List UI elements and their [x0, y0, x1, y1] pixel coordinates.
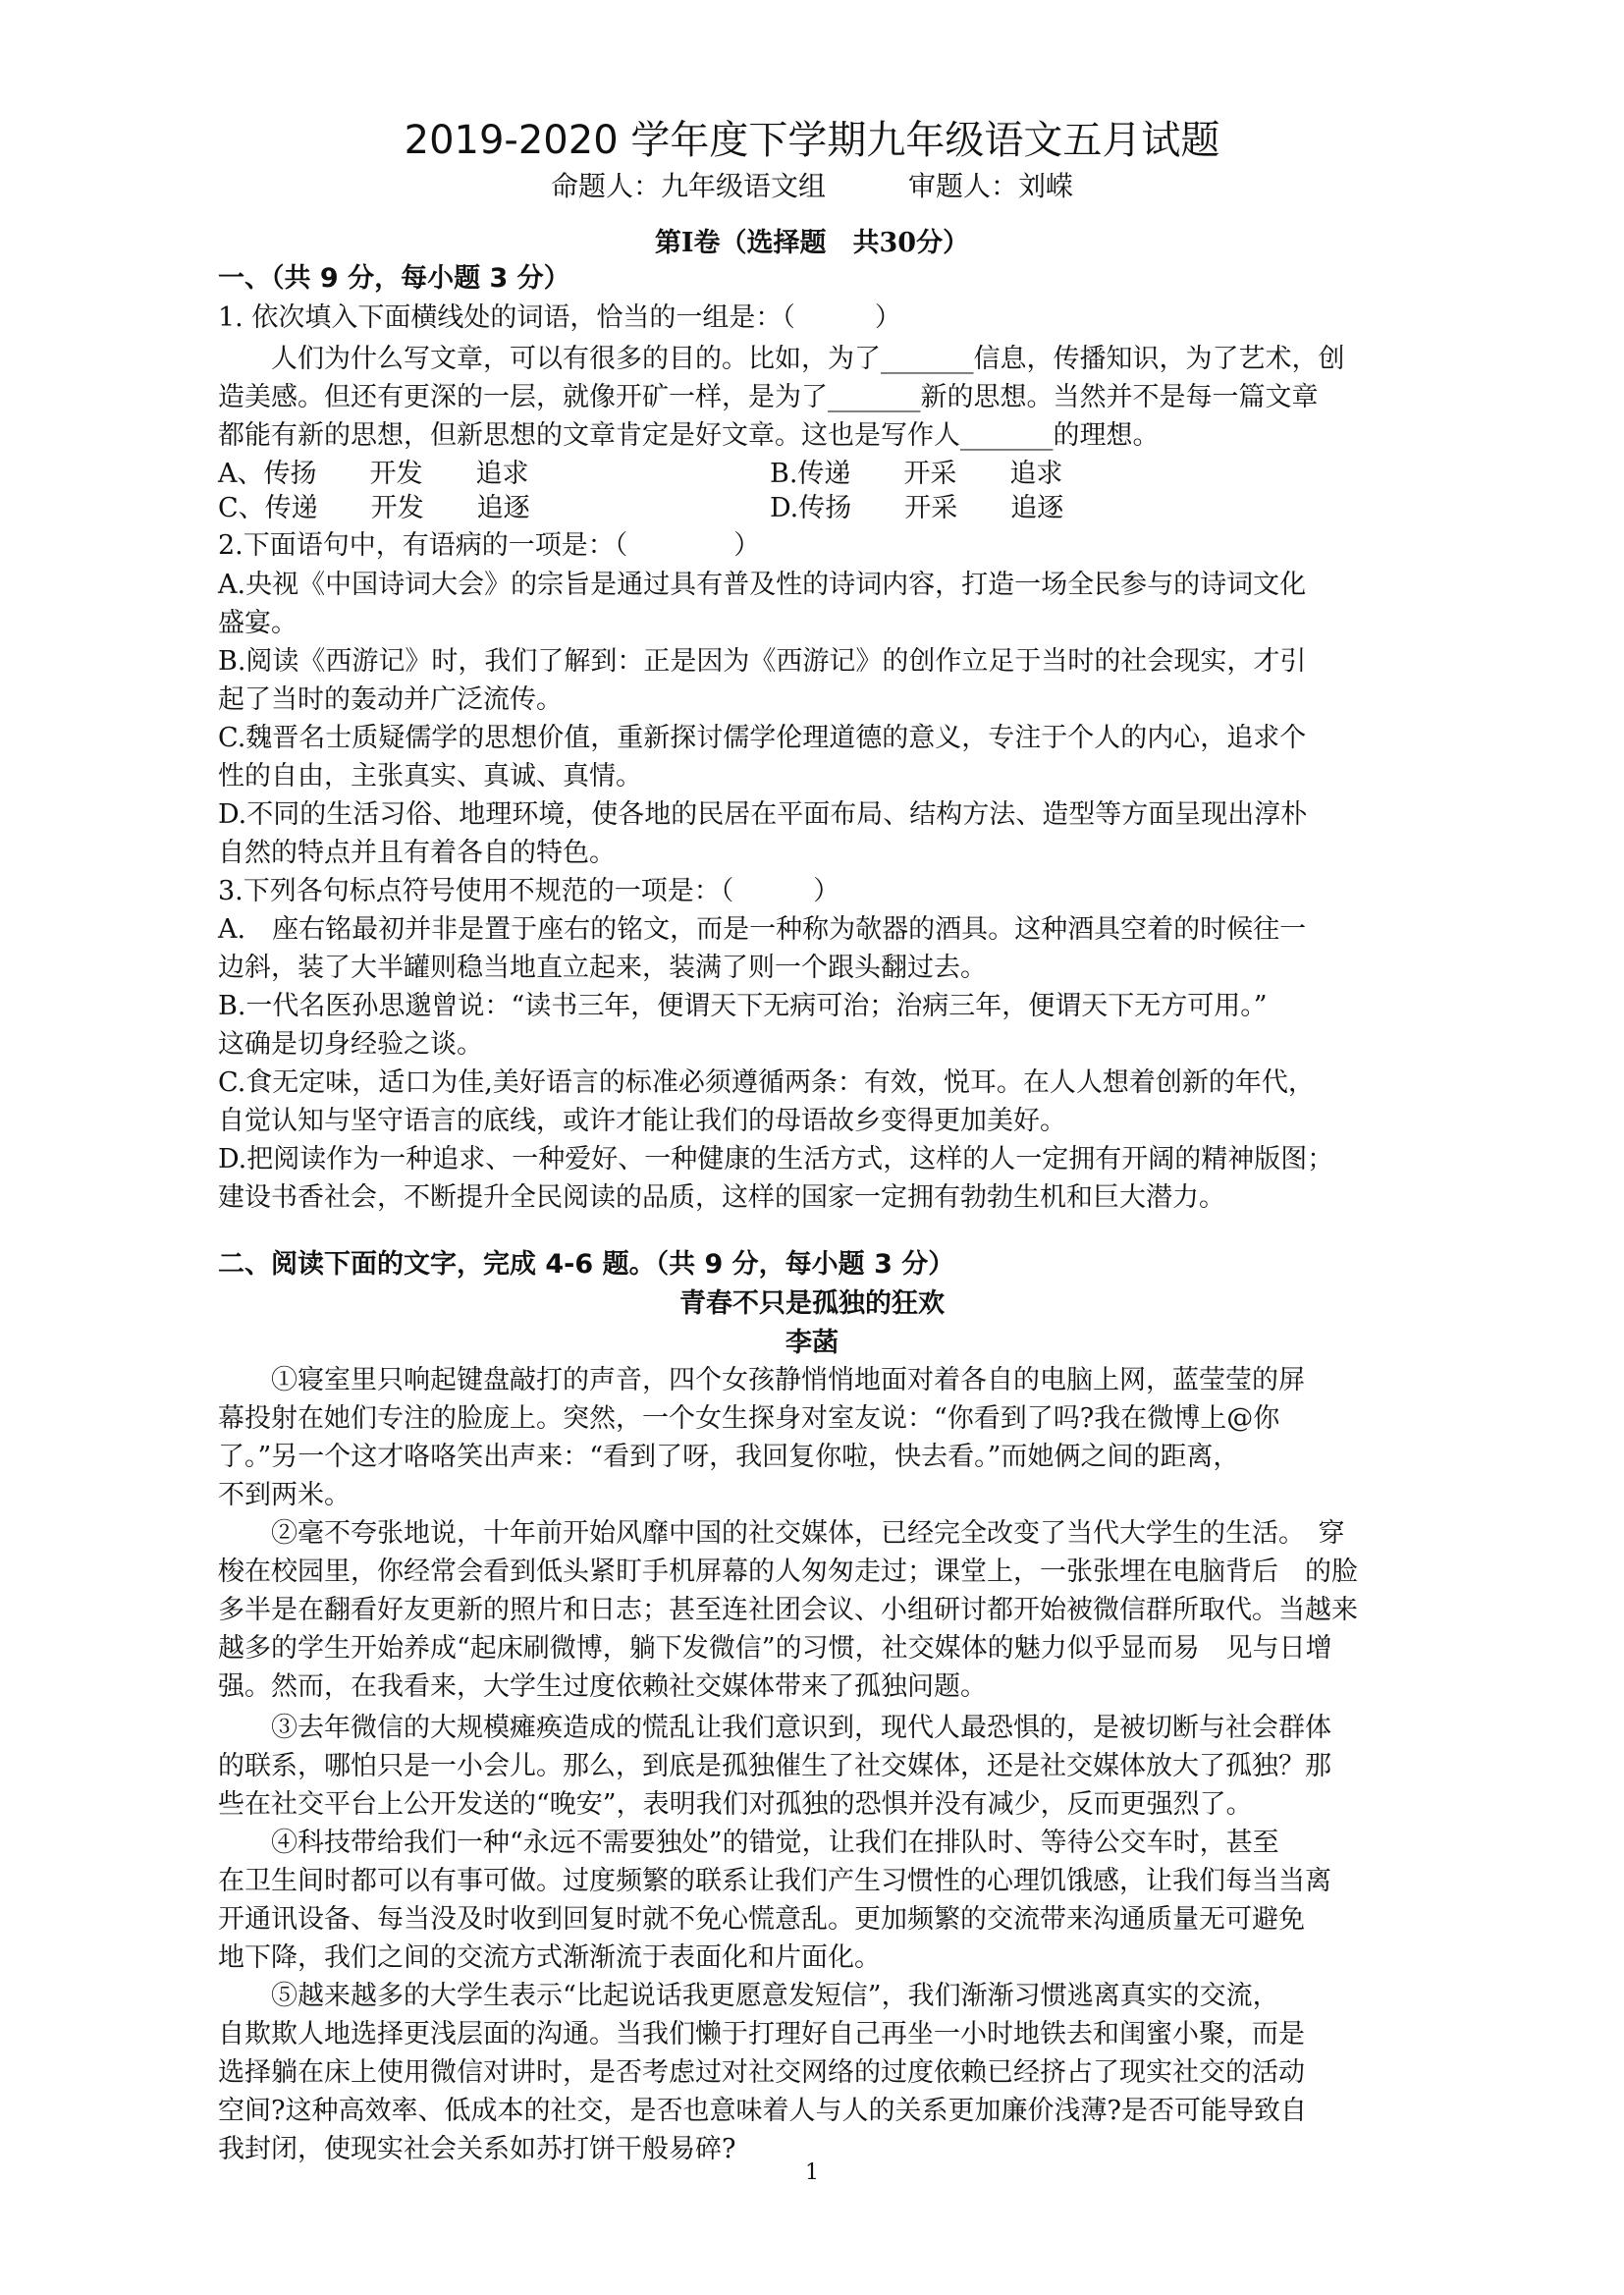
- q1-option-b: B.传递 开采 追求: [770, 459, 1063, 489]
- q1-passage-line: 都能有新的思想，但新思想的文章肯定是好文章。这也是写作人_______的理想。: [218, 420, 1160, 451]
- article-line: ④科技带给我们一种“永远不需要独处”的错觉，让我们在排队时、等待公交车时，甚至: [218, 1828, 1279, 1858]
- article-line: 我封闭，使现实社会关系如苏打饼干般易碎?: [218, 2134, 736, 2164]
- volume-title: 第Ⅰ卷（选择题 共30分）: [654, 228, 970, 258]
- article-line: 强。然而，在我看来，大学生过度依赖社交媒体带来了孤独问题。: [218, 1671, 987, 1702]
- q1-passage-line: 造美感。但还有更深的一层，就像开矿一样，是为了_______新的思想。当然并不是每一篇文章: [218, 382, 1319, 412]
- article-line: ①寝室里只响起键盘敲打的声音，四个女孩静悄悄地面对着各自的电脑上网，蓝莹莹的屏: [218, 1365, 1305, 1395]
- q1-option-d: D.传扬 开采 追逐: [770, 493, 1064, 523]
- q2-line: B.阅读《西游记》时，我们了解到：正是因为《西游记》的创作立足于当时的社会现实，才引: [218, 646, 1307, 677]
- q3-line: D.把阅读作为一种追求、一种爱好、一种健康的生活方式，这样的人一定拥有开阔的精神版图；: [218, 1144, 1334, 1175]
- article-title: 青春不只是孤独的狂欢: [679, 1288, 945, 1319]
- q3-stem: 3.下列各句标点符号使用不规范的一项是：（ ）: [218, 876, 840, 906]
- page-number: 1: [805, 2160, 819, 2185]
- article-line: ⑤越来越多的大学生表示“比起说话我更愿意发短信”，我们渐渐习惯逃离真实的交流，: [218, 1981, 1279, 2011]
- section2-heading: 二、阅读下面的文字，完成 4-6 题。（共 9 分，每小题 3 分）: [218, 1249, 955, 1280]
- q2-line: 起了当时的轰动并广泛流传。: [218, 684, 563, 715]
- article-line: 的联系，哪怕只是一小会儿。那么，到底是孤独催生了社交媒体，还是社交媒体放大了孤独？那: [218, 1751, 1331, 1781]
- article-line: 开通讯设备、每当没及时收到回复时就不免心慌意乱。更加频繁的交流带来沟通质量无可避免: [218, 1904, 1305, 1935]
- q1-stem: 1. 依次填入下面横线处的词语，恰当的一组是：（ ）: [218, 302, 901, 333]
- authors-line: 命题人：九年级语文组 审题人：刘嵘: [550, 170, 1073, 202]
- article-line: 越多的学生开始养成“起床刷微博，躺下发微信”的习惯，社交媒体的魅力似乎显而易 见与日增: [218, 1633, 1332, 1664]
- section1-heading: 一、（共 9 分，每小题 3 分）: [218, 263, 570, 294]
- q2-line: 性的自由，主张真实、真诚、真情。: [218, 761, 642, 792]
- q2-line: 自然的特点并且有着各自的特色。: [218, 838, 616, 868]
- q1-passage-line: 人们为什么写文章，可以有很多的目的。比如，为了_______信息，传播知识，为了艺术，创: [218, 344, 1345, 374]
- article-line: 选择躺在床上使用微信对讲时，是否考虑过对社交网络的过度依赖已经挤占了现实社交的活动: [218, 2057, 1305, 2088]
- article-line: 自欺欺人地选择更浅层面的沟通。当我们懒于打理好自己再坐一小时地铁去和闺蜜小聚，而是: [218, 2019, 1305, 2049]
- article-line: ③去年微信的大规模瘫痪造成的慌乱让我们意识到，现代人最恐惧的，是被切断与社会群体: [218, 1713, 1331, 1743]
- q3-line: 建设书香社会，不断提升全民阅读的品质，这样的国家一定拥有勃勃生机和巨大潜力。: [218, 1182, 1225, 1213]
- q1-option-c: C、传递 开发 追逐: [218, 493, 530, 523]
- q3-line: B.一代名医孙思邈曾说：“读书三年，便谓天下无病可治；治病三年，便谓天下无方可用。”: [218, 991, 1268, 1021]
- q2-line: C.魏晋名士质疑儒学的思想价值，重新探讨儒学伦理道德的意义，专注于个人的内心，追求个: [218, 723, 1307, 753]
- article-line: 空间?这种高效率、低成本的社交，是否也意味着人与人的关系更加廉价浅薄?是否可能导致自: [218, 2096, 1307, 2126]
- article-author: 李菡: [785, 1328, 839, 1358]
- article-line: 些在社交平台上公开发送的“晚安”，表明我们对孤独的恐惧并没有减少，反而更强烈了。: [218, 1789, 1253, 1820]
- article-line: 多半是在翻看好友更新的照片和日志；甚至连社团会议、小组研讨都开始被微信群所取代。当越来: [218, 1595, 1358, 1625]
- article-line: 在卫生间时都可以有事可做。过度频繁的联系让我们产生习惯性的心理饥饿感，让我们每当当离: [218, 1866, 1331, 1896]
- article-line: 地下降，我们之间的交流方式渐渐流于表面化和片面化。: [218, 1942, 881, 1973]
- q2-line: 盛宴。: [218, 608, 298, 638]
- q3-line: 自觉认知与坚守语言的底线，或许才能让我们的母语故乡变得更加美好。: [218, 1106, 1066, 1136]
- article-line: 了。”另一个这才咯咯笑出声来：“看到了呀，我回复你啦，快去看。”而她俩之间的距离，: [218, 1442, 1240, 1472]
- q3-line: C.食无定味，适口为佳,美好语言的标准必须遵循两条：有效，悦耳。在人人想着创新的年代，: [218, 1067, 1315, 1098]
- q3-line: A. 座右铭最初并非是置于座右的铭文，而是一种称为欹器的酒具。这种酒具空着的时候往一: [218, 914, 1307, 945]
- q1-option-a: A、传扬 开发 追求: [218, 459, 529, 489]
- article-line: 幕投射在她们专注的脸庞上。突然，一个女生探身对室友说：“你看到了吗?我在微博上@你: [218, 1403, 1280, 1434]
- q2-stem: 2.下面语句中，有语病的一项是：（ ）: [218, 530, 761, 561]
- q2-line: A.央视《中国诗词大会》的宗旨是通过具有普及性的诗词内容，打造一场全民参与的诗词文化: [218, 570, 1307, 600]
- article-line: 不到两米。: [218, 1480, 351, 1510]
- q3-line: 这确是切身经验之谈。: [218, 1029, 483, 1060]
- exam-title: 2019-2020 学年度下学期九年级语文五月试题: [404, 118, 1220, 163]
- q3-line: 边斜，装了大半罐则稳当地直立起来，装满了则一个跟头翻过去。: [218, 953, 987, 983]
- article-line: 梭在校园里，你经常会看到低头紧盯手机屏幕的人匆匆走过；课堂上，一张张埋在电脑背后 的脸: [218, 1557, 1358, 1587]
- q2-line: D.不同的生活习俗、地理环境，使各地的民居在平面布局、结构方法、造型等方面呈现出淳朴: [218, 799, 1308, 830]
- article-line: ②毫不夸张地说，十年前开始风靡中国的社交媒体，已经完全改变了当代大学生的生活。 穿: [218, 1518, 1345, 1549]
